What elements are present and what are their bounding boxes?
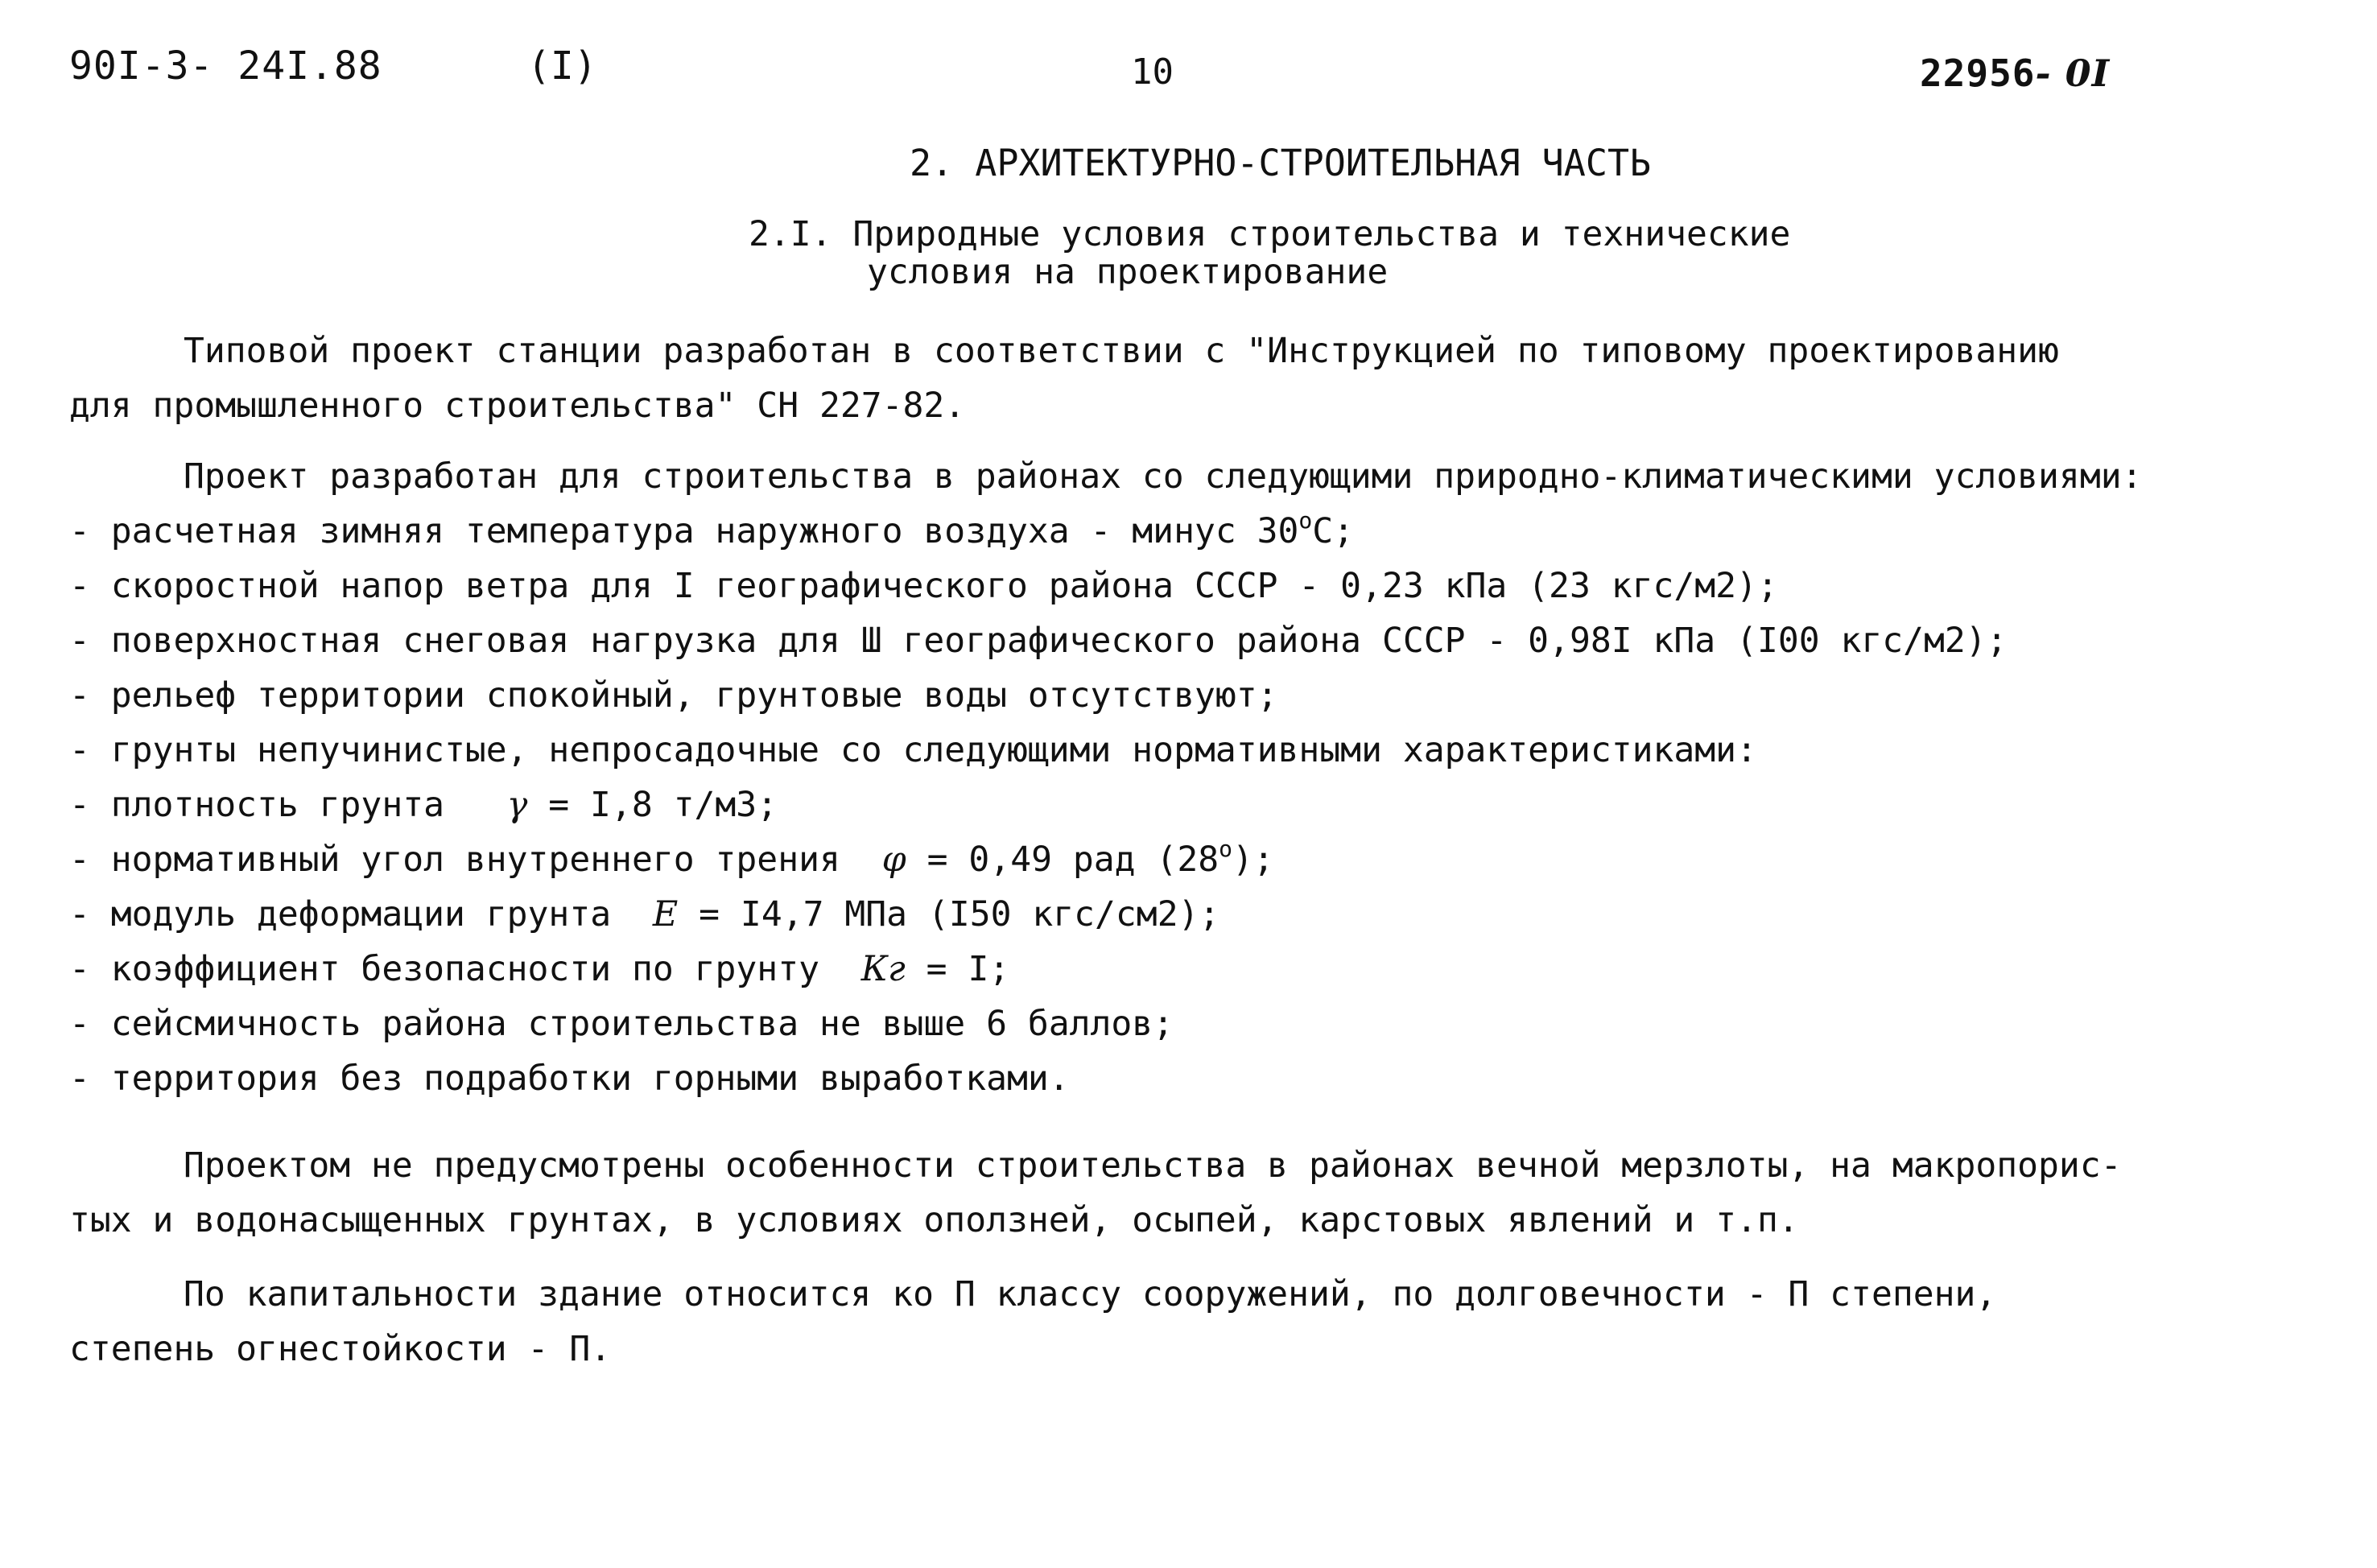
paragraph-line: Проектом не предусмотрены особенности строительства в районах вечной мерзлоты, на макропорис- xyxy=(184,1145,2122,1186)
paragraph-line: для промышленного строительства" СН 227-82. xyxy=(69,386,966,426)
list-item xyxy=(69,778,2323,832)
sheet-number-suffix: - 0I xyxy=(2035,52,2111,95)
list-item-text: - расчетная зимняя температура наружного воздуха - минус 30 xyxy=(69,511,1299,551)
sheet-number-main: 22956 xyxy=(1920,52,2036,95)
degree-superscript: о xyxy=(1219,836,1232,862)
list-item-value: = 0,49 рад (28 xyxy=(926,840,1219,880)
document-code: 90I-3- 24I.88 xyxy=(69,43,382,89)
paragraph-climate-conditions xyxy=(69,449,2323,1106)
list-item-text-end: С; xyxy=(1312,511,1355,551)
list-item-value: = I4,7 МПа (I50 кгс/см2); xyxy=(699,894,1220,935)
list-item: - скоростной напор ветра для I географического района СССР - 0,23 кПа (23 кгс/м2); xyxy=(69,566,1778,606)
list-item-text: - коэффициент безопасности по грунту xyxy=(69,949,819,989)
paragraph-line: Типовой проект станции разработан в соответствии с "Инструкцией по типовому проектированию xyxy=(184,331,2059,371)
paragraph-building-class xyxy=(69,1267,2323,1376)
paragraph-standard-reference xyxy=(69,324,2323,433)
list-item xyxy=(69,504,2323,559)
paragraph-exclusions xyxy=(69,1138,2323,1248)
list-item-value: = I,8 т/м3; xyxy=(548,785,778,825)
list-item xyxy=(69,887,2323,942)
subsection-title-line-1: 2.I. Природные условия строительства и технические xyxy=(749,214,1791,254)
sheet-number xyxy=(1920,52,2110,95)
list-item: - поверхностная снеговая нагрузка для Ш географического района СССР - 0,98I кПа (I00 кгс/м2); xyxy=(69,621,2008,661)
list-item xyxy=(69,942,2323,997)
gamma-symbol: γ xyxy=(506,785,528,825)
subsection-title-line-2: условия на проектирование xyxy=(867,252,1389,292)
document-index: (I) xyxy=(527,43,597,89)
phi-symbol: φ xyxy=(881,840,906,880)
subsection-title xyxy=(749,216,1790,291)
list-item-text: - модуль деформации грунта xyxy=(69,894,612,935)
list-item-text: - нормативный угол внутреннего трения xyxy=(69,840,840,880)
list-item xyxy=(69,832,2323,887)
list-item: - сейсмичность района строительства не выше 6 баллов; xyxy=(69,1004,1174,1044)
list-item: - грунты непучинистые, непросадочные со следующими нормативными характеристиками: xyxy=(69,730,1757,770)
degree-superscript: о xyxy=(1298,507,1313,534)
k-symbol: Кг xyxy=(860,949,906,989)
page-number: 10 xyxy=(1131,52,1174,93)
paragraph-line: тых и водонасыщенных грунтах, в условиях оползней, осыпей, карстовых явлений и т.п. xyxy=(69,1200,1799,1240)
list-item: - территория без подработки горными выработками. xyxy=(69,1058,1070,1099)
list-item-value: = I; xyxy=(926,949,1010,989)
list-item-value-end: ); xyxy=(1232,840,1274,880)
section-title: 2. АРХИТЕКТУРНО-СТРОИТЕЛЬНАЯ ЧАСТЬ xyxy=(910,142,1652,184)
e-symbol: Е xyxy=(652,894,679,935)
list-item-text: - плотность грунта xyxy=(69,785,444,825)
paragraph-line: По капитальности здание относится ко П классу сооружений, по долговечности - П степени, xyxy=(184,1274,1997,1314)
paragraph-line: Проект разработан для строительства в районах со следующими природно-климатическими условиями: xyxy=(184,456,2143,497)
list-item: - рельеф территории спокойный, грунтовые воды отсутствуют; xyxy=(69,675,1278,716)
paragraph-line: степень огнестойкости - П. xyxy=(69,1329,612,1369)
